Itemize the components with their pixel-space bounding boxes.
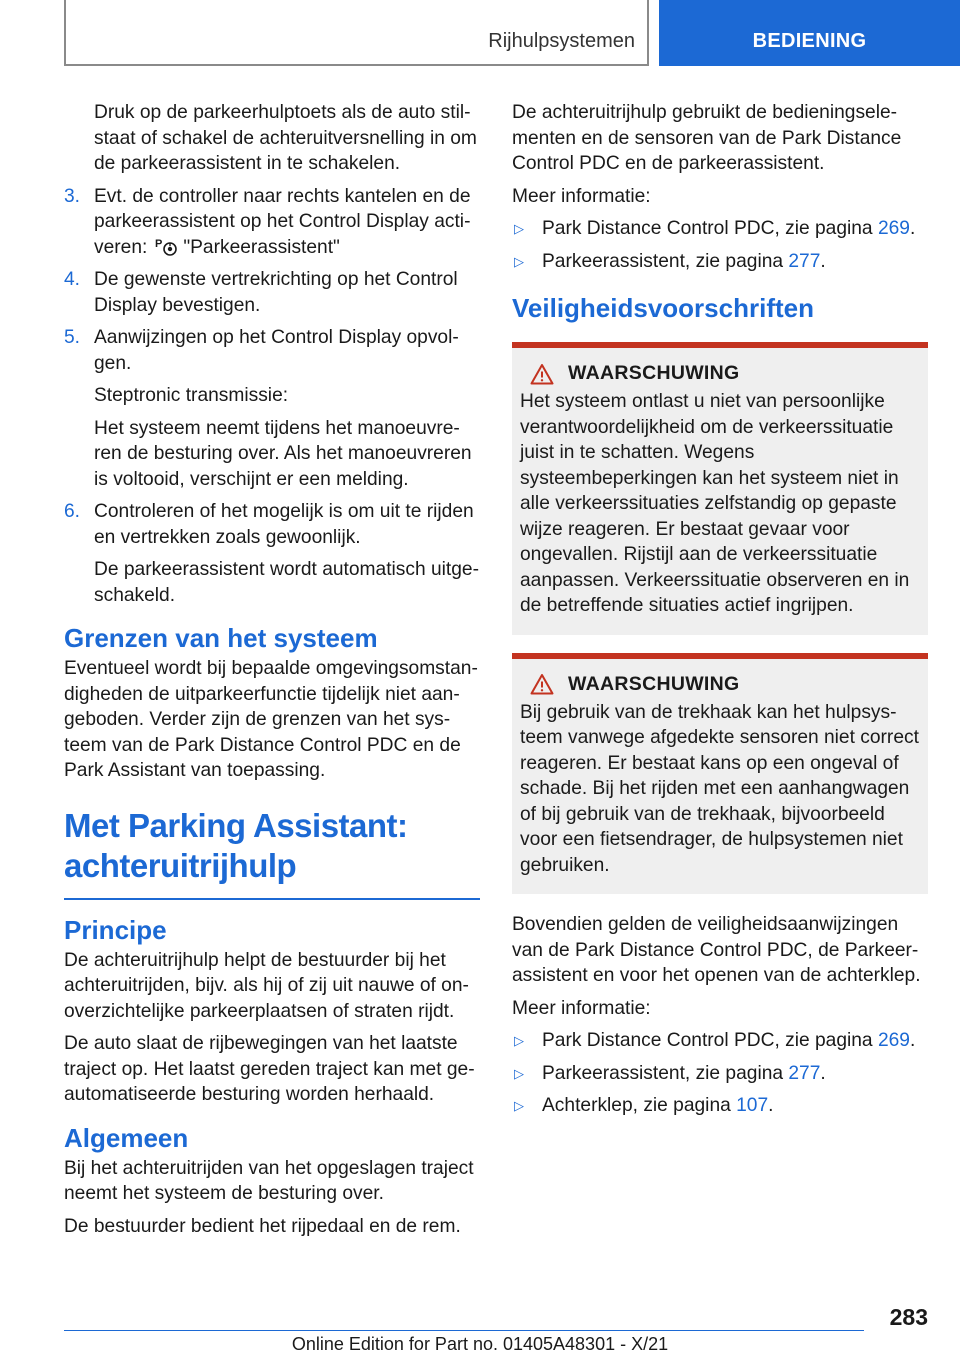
page-link[interactable]: 277 [788, 250, 821, 272]
ref-text: Park Distance Control PDC, zie pagina [542, 1030, 878, 1051]
warning-triangle-icon [530, 363, 554, 385]
footer-rule [64, 1330, 864, 1331]
warning-text: Het systeem ontlast u niet van persoonlijke verantwoordelijkheid om de verkeerssituatie juist in te schatten. Wegens systeembeperkingen kan het systeem niet in alle verkeerssituaties zelfstandig op gepaste wijze reageren. Er bestaat gevaar voor ongevallen. Rijstijl aan de verkeerssituatie aanpassen. Verkeerssituatie observeren en in de betreffende situaties actief ingrijpen. [520, 391, 910, 616]
warning-box [512, 342, 928, 635]
limits-heading: Grenzen van het systeem [64, 623, 378, 653]
step-text: Controleren of het mogelijk is om uit te rijden en vertrekken zoals gewoonlijk. [94, 501, 474, 548]
page-link[interactable]: 107 [736, 1095, 769, 1116]
general-text-2: De bestuurder bedient het rijpedaal en de rem. [64, 1215, 461, 1237]
steptronic-label: Steptronic transmissie: [94, 385, 289, 406]
page-link[interactable]: 277 [788, 1062, 821, 1084]
ref-text: Park Distance Control PDC, zie pagina [542, 218, 878, 239]
header-chapter-title: BEDIENING [752, 30, 867, 52]
step-3-selection: "Parkeerassistent" [183, 236, 340, 258]
main-heading: Met Parking Assistant: achteruitrijhulp [64, 806, 408, 884]
step-number: 5. [64, 327, 81, 348]
list-item: ▷ Park Distance Control PDC, zie pagina 269. [512, 216, 928, 242]
also-apply-text: Bovendien gelden de veiligheidsaanwijzingen van de Park Distance Control PDC, de Parkeerassistent en voor het openen van de achterklep. [512, 914, 921, 986]
svg-text:P: P [155, 237, 163, 250]
triangle-bullet-icon: ▷ [514, 221, 524, 236]
ref-text: Parkeerassistent, zie pagina [542, 1062, 789, 1084]
more-info-label: Meer informatie: [512, 997, 651, 1019]
principle-text-1: De achteruitrijhulp helpt de bestuurder bij het achteruitrijden, bijv. als hij of zij uit nauwe of onoverzichtelijke parkeerplaatsen of straten rijdt. [64, 949, 469, 1022]
header-section-title: Rijhulpsystemen [488, 30, 635, 52]
list-item: ▷ Parkeerassistent, zie pagina 277. [512, 1061, 928, 1087]
list-item: ▷ Achterklep, zie pagina 107. [512, 1093, 928, 1119]
warning-title-text: WAARSCHUWING [568, 362, 740, 384]
right-intro-text: De achteruitrijhulp gebruikt de bedieningselementen en de sensoren van de Park Distance Control PDC en de parkeerassistent. [512, 102, 902, 174]
step-text: Aanwijzingen op het Control Display opvolgen. [94, 327, 459, 374]
limits-text: Eventueel wordt bij bepaalde omgevingsomstandigheden de uitparkeerfunctie tijdelijk niet aangeboden. Verder zijn de grenzen van het systeem van de Park Distance Control PDC en de Park Assistant van toepassing. [64, 658, 478, 781]
step-5 [64, 325, 480, 376]
general-text-1: Bij het achteruitrijden van het opgeslagen traject neemt het systeem de besturing over. [64, 1157, 474, 1204]
more-info-label: Meer informatie: [512, 185, 651, 207]
heading-rule [64, 898, 480, 900]
safety-heading: Veiligheidsvoorschriften [512, 293, 814, 323]
list-item: ▷ Park Distance Control PDC, zie pagina 269. [512, 1028, 928, 1054]
steptronic-text: Het systeem neemt tijdens het manoeuvreren de besturing over. Als het manoeuvreren is voltooid, verschijnt er een melding. [94, 417, 472, 490]
general-heading: Algemeen [64, 1122, 189, 1153]
step-4 [64, 267, 480, 318]
step-3 [64, 184, 480, 261]
step-number: 3. [64, 185, 81, 207]
parking-assistant-icon [155, 236, 179, 256]
footer-edition: Online Edition for Part no. 01405A48301 - X/21 [291, 1334, 669, 1354]
page-link[interactable]: 269 [877, 1030, 910, 1051]
warning-title-text: WAARSCHUWING [568, 672, 740, 695]
warning-title [520, 362, 920, 385]
header-chapter-tab [659, 0, 960, 66]
ref-text: Parkeerassistent, zie pagina [542, 250, 789, 272]
step-3-text: Evt. de controller naar rechts kantelen en de parkeerassistent op het Control Display activeren: [94, 185, 471, 258]
page-link[interactable]: 269 [877, 218, 910, 239]
warning-box [512, 653, 928, 895]
warning-title [520, 673, 920, 696]
step-number: 4. [64, 269, 81, 290]
warning-text: Bij gebruik van de trekhaak kan het hulpsysteem vanwege afgedekte sensoren niet correct reageren. Er bestaat kans op een ongeval of schade. Bij het rijden met een aanhangwagen of bij gebruik van de trekhaak, bijvoorbeeld voor een fietsendrager, de hulpsystemen niet gebruiken. [520, 701, 919, 876]
triangle-bullet-icon: ▷ [514, 1098, 524, 1113]
step-text: De gewenste vertrekrichting op het Control Display bevestigen. [94, 269, 458, 316]
step-intro-text: Druk op de parkeerhulptoets als de auto stilstaat of schakel de achteruitversnelling in om de parkeerassistent in te schakelen. [94, 102, 477, 174]
principle-heading: Principe [64, 914, 167, 945]
triangle-bullet-icon: ▷ [514, 1065, 524, 1081]
step-text [94, 184, 480, 261]
left-column [64, 100, 480, 1246]
step-number: 6. [64, 501, 81, 522]
principle-text-2: De auto slaat de rijbewegingen van het laatste traject op. Het laatst gereden traject kan met geautomatiseerde besturing worden herhaald. [64, 1033, 475, 1105]
warning-triangle-icon [530, 673, 554, 695]
auto-off-text: De parkeerassistent wordt automatisch uitgeschakeld. [94, 559, 479, 606]
header-section-tab [64, 0, 649, 66]
triangle-bullet-icon: ▷ [514, 253, 524, 269]
page-number: 283 [889, 1304, 928, 1330]
step-6 [64, 499, 480, 550]
triangle-bullet-icon: ▷ [514, 1033, 524, 1048]
list-item: ▷ Parkeerassistent, zie pagina 277. [512, 249, 928, 275]
ref-text: Achterklep, zie pagina [542, 1095, 737, 1116]
right-column [512, 100, 928, 1126]
